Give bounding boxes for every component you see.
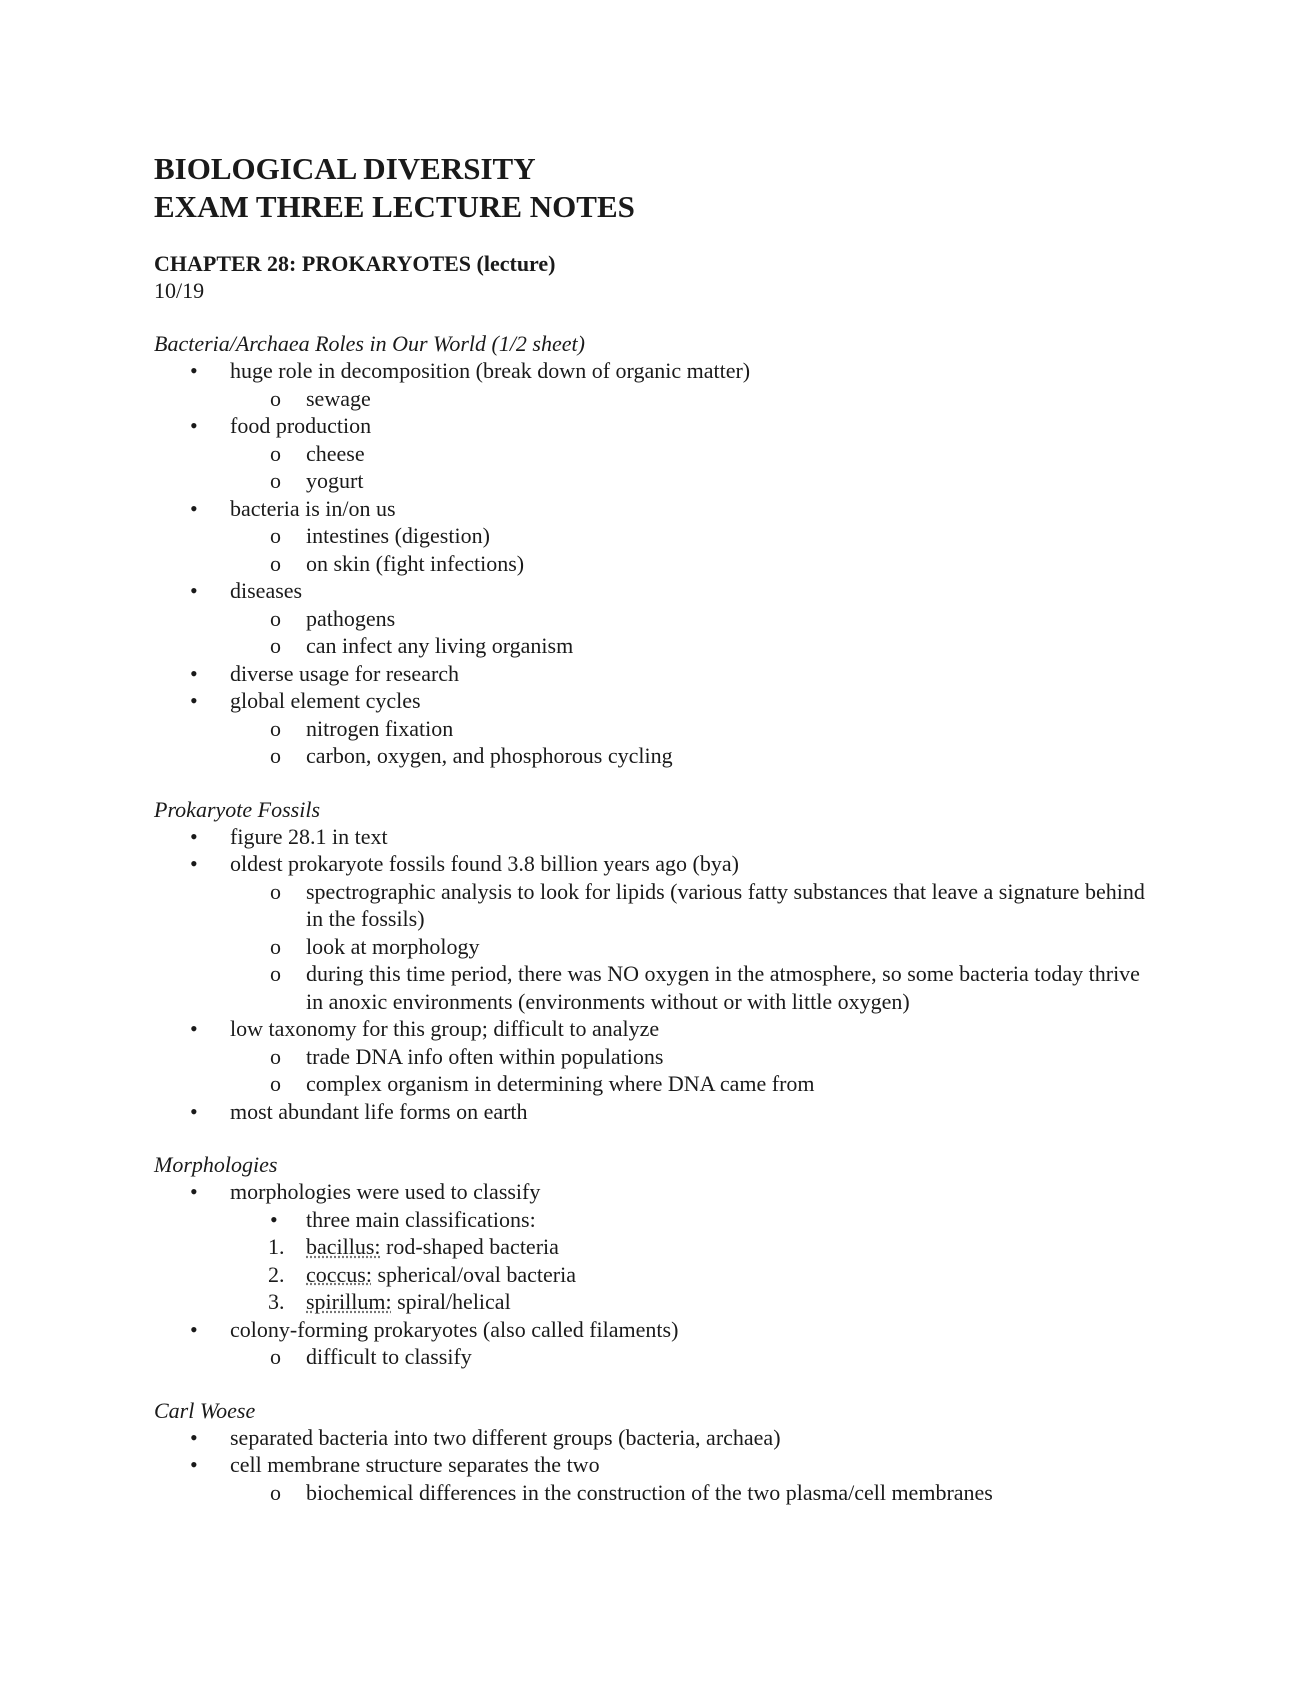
bullet-icon: • <box>190 1424 198 1450</box>
term: coccus: <box>306 1261 372 1287</box>
sub-list-item: o carbon, oxygen, and phosphorous cycling <box>270 743 673 768</box>
sub-bullet-icon: o <box>270 933 281 959</box>
sub-list-item: o biochemical differences in the construction of the two plasma/cell membranes <box>270 1479 993 1505</box>
doc-title-line1: BIOLOGICAL DIVERSITY <box>154 151 536 186</box>
section-heading: Carl Woese <box>154 1397 256 1423</box>
sub-list-item: o trade DNA info often within populations <box>270 1043 664 1069</box>
section-roles <box>154 330 1154 770</box>
list-item: • bacteria is in/on us <box>190 495 396 521</box>
sub-list-item: o difficult to classify <box>270 1344 472 1369</box>
sub-list-item: o sewage <box>270 385 371 411</box>
list-item: • oldest prokaryote fossils found 3.8 billion years ago (bya) <box>190 851 739 876</box>
sub-bullet-icon: o <box>270 1043 281 1069</box>
sub-bullet-icon: o <box>270 633 281 658</box>
list-item: • low taxonomy for this group; difficult to analyze <box>190 1016 660 1041</box>
list-item: • diseases <box>190 578 303 603</box>
list-item: • cell membrane structure separates the two <box>190 1452 600 1477</box>
sub-bullet-icon: o <box>270 715 281 741</box>
sub-list-item: o during this time period, there was NO oxygen in the atmosphere, so some bacteria today thrive in anoxic environments (environments without or with little oxygen) <box>270 961 1140 1014</box>
bullet-icon: • <box>190 688 198 713</box>
section-heading: Bacteria/Archaea Roles in Our World (1/2 sheet) <box>154 331 585 356</box>
sub-list-item: o intestines (digestion) <box>270 523 490 548</box>
sub-bullet-icon: o <box>270 1071 281 1096</box>
sub-list-item: o complex organism in determining where DNA came from <box>270 1071 815 1096</box>
list-item: • most abundant life forms on earth <box>190 1098 528 1124</box>
numbered-item: 1. bacillus: rod-shaped bacteria <box>268 1234 559 1259</box>
sub-list-item: o yogurt <box>270 468 364 493</box>
sub-list-item: o spectrographic analysis to look for lipids (various fatty substances that leave a signature behind in the fossils) <box>270 878 1145 931</box>
sub-bullet-icon: o <box>270 550 281 576</box>
numbered-item: 2. coccus: spherical/oval bacteria <box>268 1261 576 1287</box>
doc-title-line2: EXAM THREE LECTURE NOTES <box>154 189 635 224</box>
bullet-icon: • <box>190 1316 198 1342</box>
sub-list-item: o can infect any living organism <box>270 633 574 658</box>
list-number: 3. <box>268 1289 285 1314</box>
bullet-icon: • <box>270 1206 278 1232</box>
list-item: • global element cycles <box>190 688 421 713</box>
bullet-icon: • <box>190 578 198 603</box>
sub-bullet-icon: o <box>270 468 281 493</box>
sub-bullet-icon: o <box>270 1479 281 1505</box>
list-number: 2. <box>268 1261 285 1287</box>
sub-list-item: o look at morphology <box>270 933 480 959</box>
list-item: • food production <box>190 413 372 438</box>
document-page <box>154 150 1154 1506</box>
bullet-icon: • <box>190 1179 198 1204</box>
section-morphologies <box>154 1151 1154 1371</box>
term: bacillus: <box>306 1234 381 1259</box>
bullet-icon: • <box>190 495 198 521</box>
numbered-item: 3. spirillum: spiral/helical <box>268 1289 511 1314</box>
sub-bullet-icon: o <box>270 743 281 768</box>
chapter-heading: CHAPTER 28: PROKARYOTES (lecture) <box>154 251 556 276</box>
sub-bullet-icon: o <box>270 523 281 548</box>
list-number: 1. <box>268 1234 285 1259</box>
section-heading: Morphologies <box>154 1152 278 1177</box>
sub-bullet-icon: o <box>270 385 281 411</box>
list-item: • morphologies were used to classify <box>190 1179 541 1204</box>
sub-list-item: o pathogens <box>270 605 396 631</box>
bullet-icon: • <box>190 1452 198 1477</box>
section-heading: Prokaryote Fossils <box>154 796 320 822</box>
sub-list-item: • three main classifications: <box>270 1206 536 1232</box>
list-item: • diverse usage for research <box>190 660 460 686</box>
bullet-icon: • <box>190 823 198 849</box>
bullet-icon: • <box>190 413 198 438</box>
term: spirillum: <box>306 1289 392 1314</box>
list-item: • figure 28.1 in text <box>190 823 388 849</box>
sub-list-item: o nitrogen fixation <box>270 715 454 741</box>
sub-bullet-icon: o <box>270 878 281 904</box>
bullet-icon: • <box>190 1098 198 1124</box>
bullet-icon: • <box>190 1016 198 1041</box>
sub-bullet-icon: o <box>270 605 281 631</box>
sub-bullet-icon: o <box>270 961 281 986</box>
bullet-icon: • <box>190 660 198 686</box>
list-item: • colony-forming prokaryotes (also called filaments) <box>190 1316 679 1342</box>
sub-bullet-icon: o <box>270 1344 281 1369</box>
bullet-icon: • <box>190 851 198 876</box>
section-carl-woese <box>154 1397 1154 1507</box>
sub-list-item: o on skin (fight infections) <box>270 550 525 576</box>
lecture-date: 10/19 <box>154 278 205 303</box>
list-item: • huge role in decomposition (break down of organic matter) <box>190 358 751 383</box>
sub-list-item: o cheese <box>270 440 365 466</box>
bullet-icon: • <box>190 358 198 383</box>
sub-bullet-icon: o <box>270 440 281 466</box>
list-item: • separated bacteria into two different groups (bacteria, archaea) <box>190 1424 781 1450</box>
section-fossils <box>154 796 1154 1126</box>
